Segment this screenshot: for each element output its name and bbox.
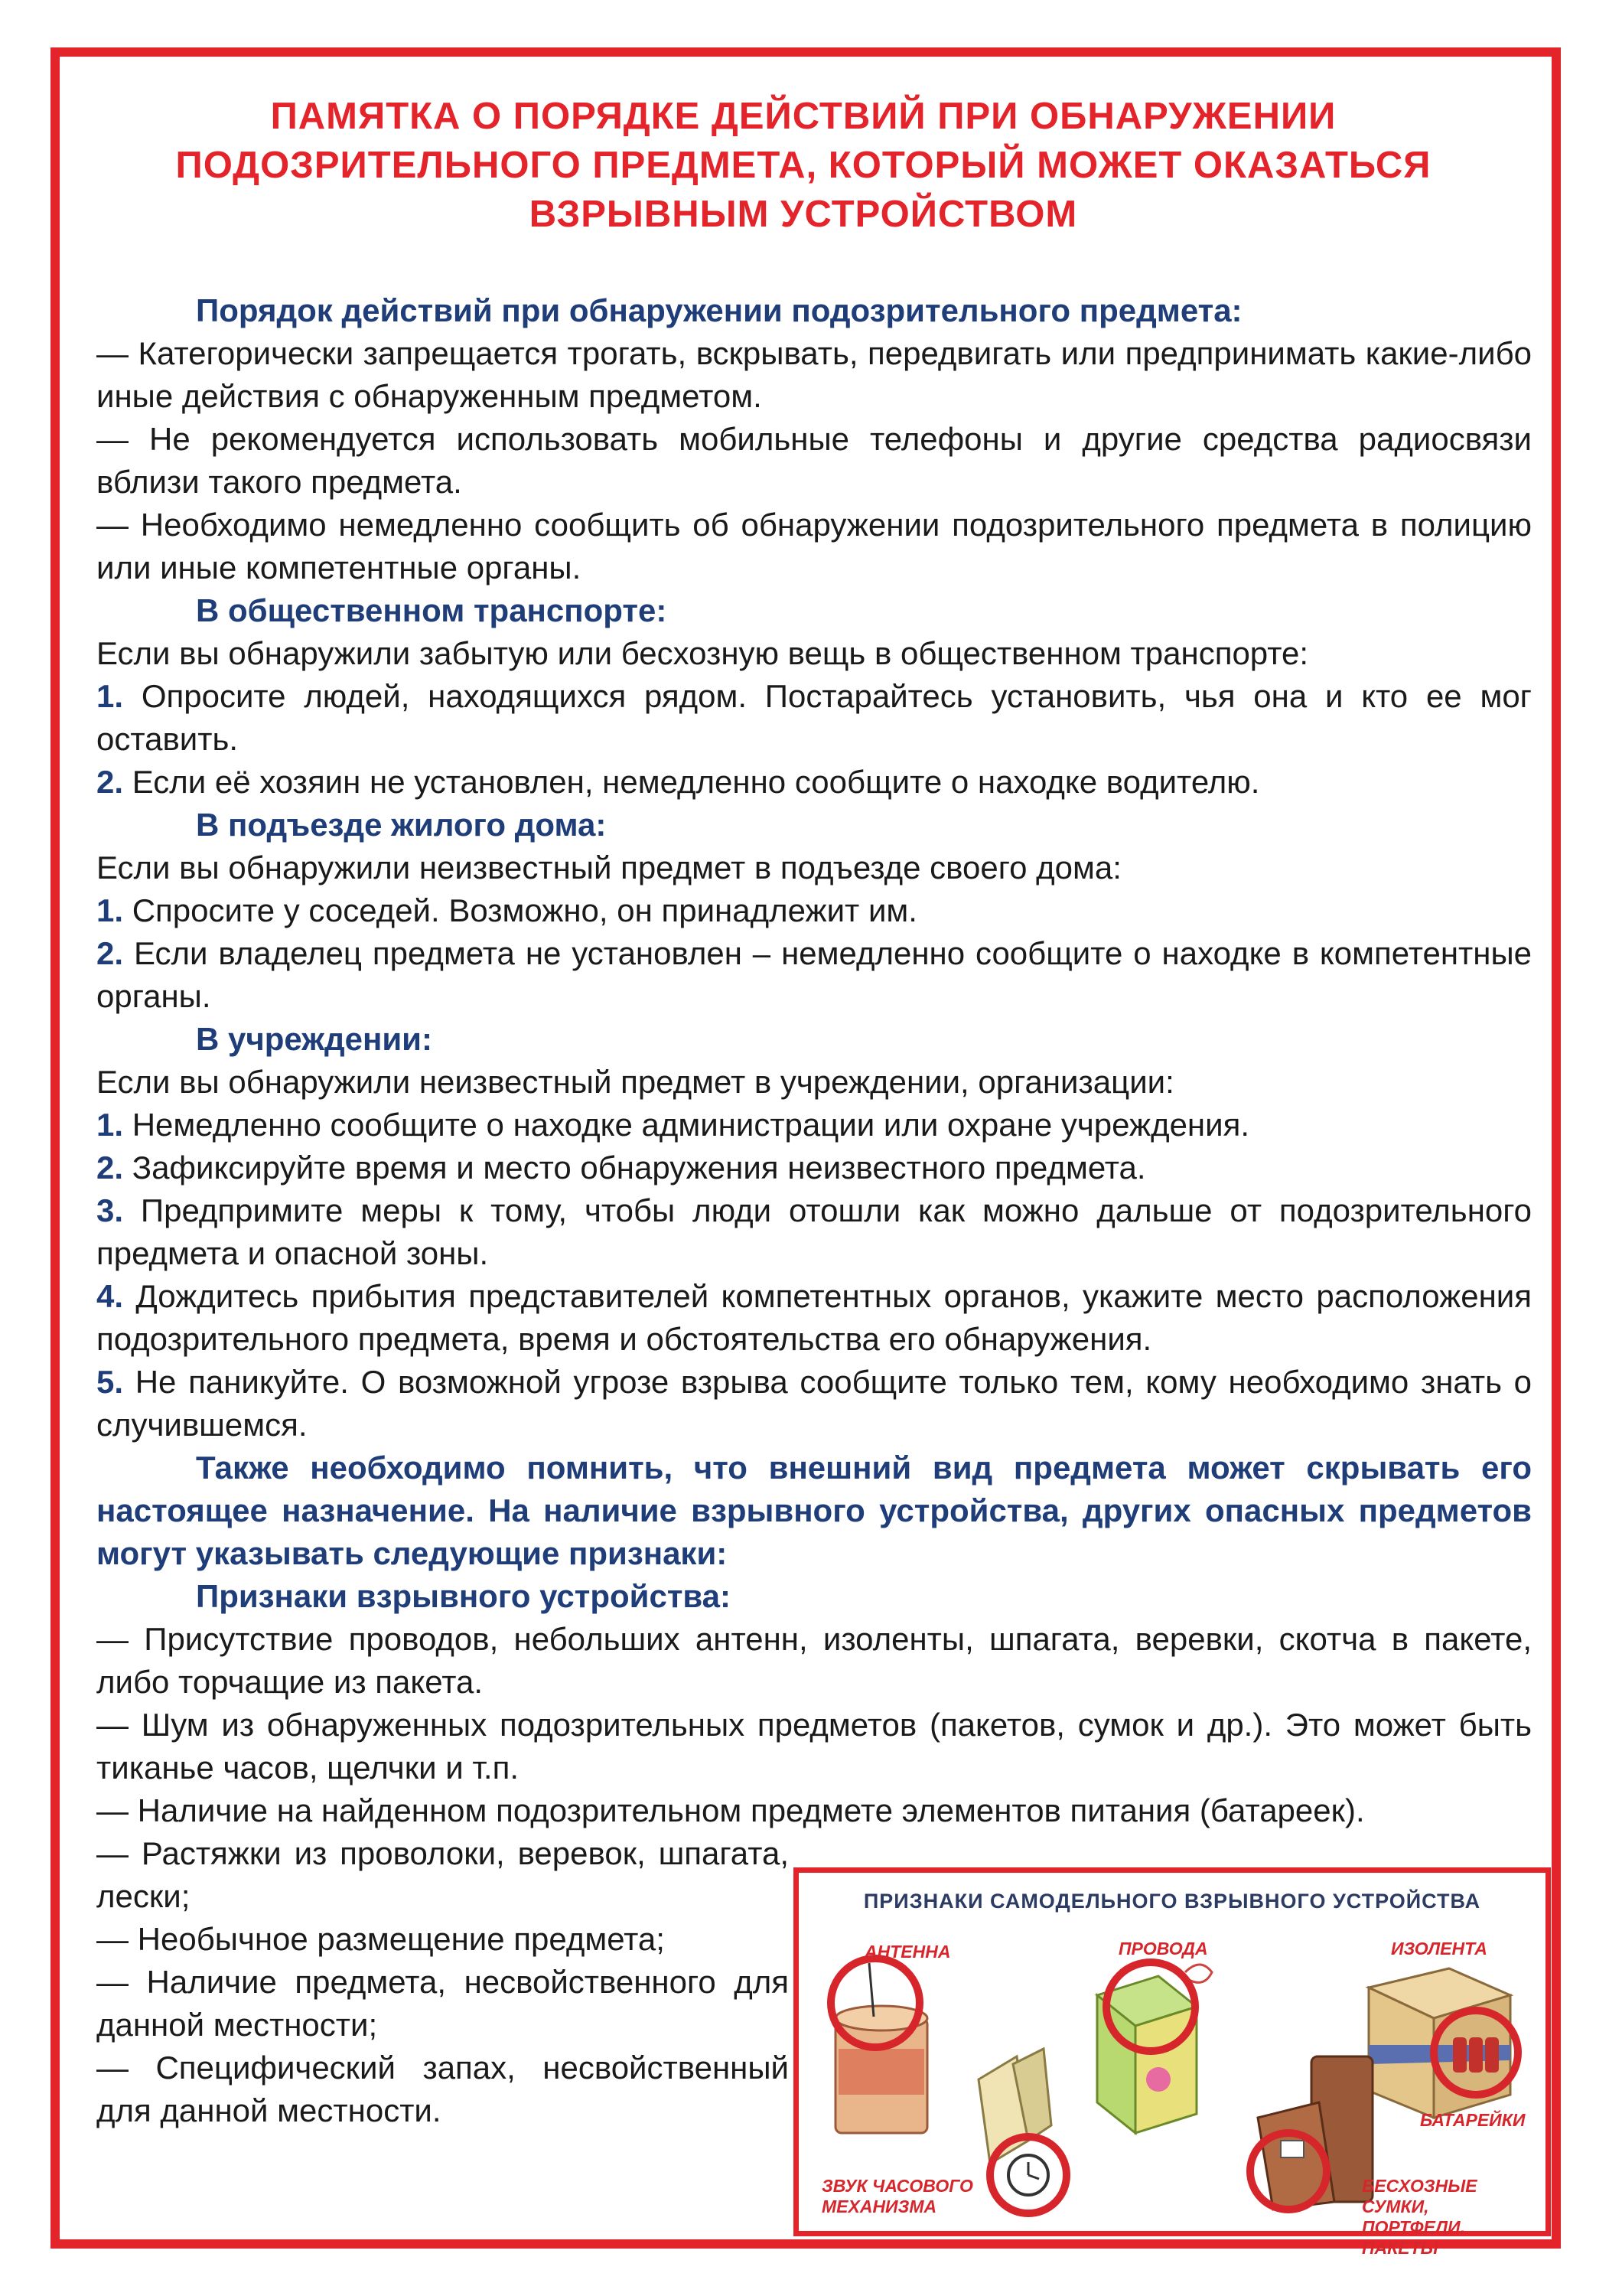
label-bags xyxy=(1362,2176,1545,2258)
item-text: Дождитесь прибытия представителей компетентных органов, укажите место расположения подозрительного предмета, время и обстоятельства его обнаружения. xyxy=(96,1278,1532,1357)
list-item: — Наличие предмета, несвойственного для данной местности; xyxy=(96,1964,789,2043)
memo-body xyxy=(96,289,1532,2132)
item-text: Не паникуйте. О возможной угрозе взрыва сообщите только тем, кому необходимо знать о случившемся. xyxy=(96,1364,1532,1443)
item-text: Опросите людей, находящихся рядом. Постарайтесь установить, чья она и кто ее мог оставить. xyxy=(96,678,1532,757)
item-text: Если её хозяин не установлен, немедленно сообщите о находке водителю. xyxy=(132,764,1260,800)
item-number: 1. xyxy=(96,892,124,928)
item-text: Зафиксируйте время и место обнаружения неизвестного предмета. xyxy=(132,1150,1146,1186)
list-item: — Растяжки из проволоки, веревок, шпагата, лески; xyxy=(96,1835,789,1914)
numbered-item xyxy=(96,889,1532,932)
list-item: — Шум из обнаруженных подозрительных предметов (пакетов, сумок и др.). Это может быть тиканье часов, щелчки и т.п. xyxy=(96,1707,1532,1786)
list-item: — Необходимо немедленно сообщить об обнаружении подозрительного предмета в полицию или иные компетентные органы. xyxy=(96,507,1532,585)
illustration-title: ПРИЗНАКИ САМОДЕЛЬНОГО ВЗРЫВНОГО УСТРОЙСТВА xyxy=(863,1890,1481,1913)
numbered-item xyxy=(96,761,1532,804)
item-number: 1. xyxy=(96,678,124,714)
label-clock xyxy=(822,2176,973,2217)
section-heading-institution: В учреждении: xyxy=(196,1021,432,1057)
label-bags-line1: БЕСХОЗНЫЕ СУМКИ, xyxy=(1362,2176,1477,2216)
clock-icon xyxy=(1008,2155,1048,2195)
item-number: 3. xyxy=(96,1192,124,1228)
title-line: ПАМЯТКА О ПОРЯДКЕ ДЕЙСТВИЙ ПРИ ОБНАРУЖЕНИИ xyxy=(270,96,1337,137)
section-heading-transport: В общественном транспорте: xyxy=(196,592,667,628)
page-title xyxy=(92,92,1515,239)
numbered-item xyxy=(96,1361,1532,1446)
label-tape: ИЗОЛЕНТА xyxy=(1391,1939,1487,1958)
item-text: Немедленно сообщите о находке администрации или охране учреждения. xyxy=(132,1107,1250,1143)
numbered-item xyxy=(96,1146,1532,1189)
section-intro: Если вы обнаружили забытую или бесхозную вещь в общественном транспорте: xyxy=(96,635,1309,671)
numbered-item xyxy=(96,1189,1532,1275)
list-item: — Необычное размещение предмета; xyxy=(96,1921,665,1957)
label-bags-line2: ПОРТФЕЛИ, ПАКЕТЫ xyxy=(1362,2217,1465,2258)
title-line: ВЗРЫВНЫМ УСТРОЙСТВОМ xyxy=(529,194,1078,235)
label-batteries: БАТАРЕЙКИ xyxy=(1420,2110,1526,2130)
list-item: — Не рекомендуется использовать мобильные телефоны и другие средства радиосвязи вблизи такого предмета. xyxy=(96,421,1532,500)
item-text: Предпримите меры к тому, чтобы люди отошли как можно дальше от подозрительного предмета и опасной зоны. xyxy=(96,1192,1532,1271)
list-item: — Наличие на найденном подозрительном предмете элементов питания (батареек). xyxy=(96,1792,1365,1828)
label-antenna: АНТЕННА xyxy=(865,1942,951,1962)
label-clock-line2: МЕХАНИЗМА xyxy=(822,2197,937,2216)
item-number: 2. xyxy=(96,1150,124,1186)
list-item: — Присутствие проводов, небольших антенн, изоленты, шпагата, веревки, скотча в пакете, либо торчащие из пакета. xyxy=(96,1621,1532,1700)
item-number: 5. xyxy=(96,1364,124,1400)
item-number: 1. xyxy=(96,1107,124,1143)
numbered-item xyxy=(96,675,1532,761)
section-heading-entrance: В подъезде жилого дома: xyxy=(196,807,607,843)
item-number: 2. xyxy=(96,935,124,971)
emphasis-paragraph: Также необходимо помнить, что внешний вид предмета может скрывать его настоящее назначение. На наличие взрывного устройства, других опасных предметов могут указывать следующие признаки: xyxy=(96,1450,1532,1571)
item-number: 4. xyxy=(96,1278,124,1314)
section-heading-actions: Порядок действий при обнаружении подозрительного предмета: xyxy=(196,292,1243,328)
item-number: 2. xyxy=(96,764,124,800)
numbered-item xyxy=(96,1275,1532,1361)
section-heading-signs: Признаки взрывного устройства: xyxy=(196,1578,731,1614)
title-line: ПОДОЗРИТЕЛЬНОГО ПРЕДМЕТА, КОТОРЫЙ МОЖЕТ ОКАЗАТЬСЯ xyxy=(175,145,1431,186)
label-clock-line1: ЗВУК ЧАСОВОГО xyxy=(822,2176,973,2196)
ied-signs-illustration xyxy=(793,1867,1551,2258)
label-wires: ПРОВОДА xyxy=(1119,1939,1208,1958)
list-item: — Категорически запрещается трогать, вскрывать, передвигать или предпринимать какие-либо иные действия с обнаруженным предметом. xyxy=(96,335,1532,414)
numbered-item xyxy=(96,932,1532,1018)
section-intro: Если вы обнаружили неизвестный предмет в учреждении, организации: xyxy=(96,1064,1174,1100)
section-intro: Если вы обнаружили неизвестный предмет в подъезде своего дома: xyxy=(96,850,1122,885)
cardboard-icon xyxy=(979,2049,1051,2164)
numbered-item xyxy=(96,1104,1532,1146)
item-text: Спросите у соседей. Возможно, он принадлежит им. xyxy=(132,892,917,928)
list-item: — Специфический запах, несвойственный для данной местности. xyxy=(96,2050,789,2128)
item-text: Если владелец предмета не установлен – немедленно сообщите о находке в компетентные органы. xyxy=(96,935,1532,1014)
